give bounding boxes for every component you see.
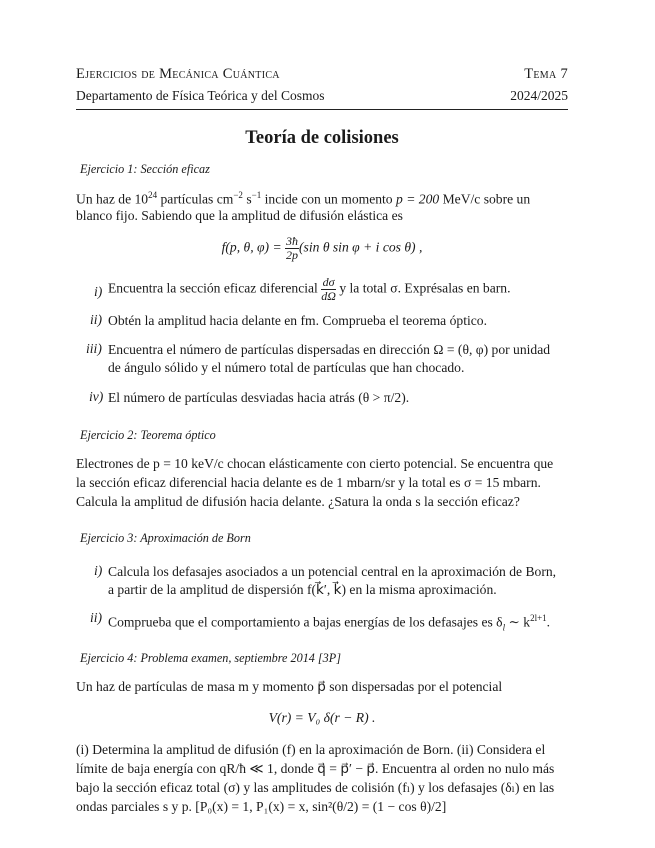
exercise-1-item-iii-line-1: Encuentra el número de partículas dispersadas en dirección Ω = (θ, φ) por unidad: [108, 342, 551, 357]
item-text: y la total σ. Exprésalas en barn.: [339, 280, 511, 296]
exercise-4-line-4: bajo la sección eficaz total (σ) y las amplitudes de colisión (fₗ) y los defasajes (δₗ) en las: [76, 780, 555, 795]
item-text: .: [546, 614, 551, 630]
exercise-1-item-iv: El número de partículas desviadas hacia atrás (θ > π/2).: [108, 390, 410, 405]
item-number: iv): [89, 389, 104, 404]
equation-denominator: 2p: [286, 248, 299, 262]
exercise-2-line-1: Electrones de p = 10 keV/c chocan elásticamente con cierto potencial. Se encuentra que: [76, 456, 554, 471]
exercise-3-item-i-line-2: a partir de la amplitud de dispersión f(k⃗′, k⃗) en la misma aproximación.: [108, 582, 497, 597]
intro-text: Un haz de 10: [76, 191, 149, 207]
exercise-4-heading: Ejercicio 4: Problema examen, septiembre 2014 [3P]: [80, 651, 341, 665]
exercise-3-item-ii: [108, 609, 568, 638]
item-text: Encuentra la sección eficaz diferencial: [108, 280, 318, 296]
equation-fraction: [285, 235, 299, 262]
header-rule: [76, 109, 568, 110]
department-label: Departamento de Física Teórica y del Cosmos: [76, 88, 325, 103]
item-fraction: [321, 276, 336, 303]
item-number: ii): [90, 610, 103, 625]
equation-rhs: (sin θ sin φ + i cos θ) ,: [299, 239, 423, 255]
item-text: ∼ k: [505, 614, 531, 630]
exercise-3-item-i-line-1: Calcula los defasajes asociados a un potencial central en la aproximación de Born,: [108, 564, 557, 579]
exercise-1-item-i: [108, 276, 568, 303]
exercise-1-item-ii: Obtén la amplitud hacia delante en fm. Comprueba el teorema óptico.: [108, 313, 487, 328]
equation-lhs: f(p, θ, φ) =: [221, 239, 282, 255]
exercise-4-line-2: (i) Determina la amplitud de difusión (f) en la aproximación de Born. (ii) Considera el: [76, 742, 546, 757]
intro-text: MeV/c sobre un: [439, 191, 531, 207]
exercise-3-heading: Ejercicio 3: Aproximación de Born: [80, 531, 251, 545]
equation-numerator: 3ħ: [286, 234, 299, 248]
item-text: Comprueba que el comportamiento a bajas energías de los defasajes es δ: [108, 614, 503, 630]
intro-text: partículas cm: [157, 191, 234, 207]
exercise-2-line-2: la sección eficaz diferencial hacia delante es de 1 mbarn/sr y la total es σ = 15 mbarn.: [76, 475, 541, 490]
exercise-4-equation: V(r) = V₀ δ(r − R) .: [268, 710, 376, 725]
item-number: i): [94, 284, 103, 299]
fraction-denominator: dΩ: [321, 289, 336, 303]
exercise-2-line-3: Calcula la amplitud de difusión hacia delante. ¿Satura la onda s la sección eficaz?: [76, 494, 520, 509]
fraction-numerator: dσ: [322, 275, 335, 289]
item-number: ii): [90, 312, 103, 327]
item-subscript: l: [502, 622, 506, 633]
intro-momentum: p = 200: [396, 191, 440, 207]
item-exponent: 2l+1: [530, 613, 547, 623]
exercise-4-line-3: límite de baja energía con qR/ħ ≪ 1, donde q⃗ = p⃗′ − p⃗. Encuentra al orden no nulo más: [76, 761, 555, 776]
exercise-1-heading: Ejercicio 1: Sección eficaz: [80, 162, 210, 176]
item-number: i): [94, 563, 103, 578]
item-number: iii): [86, 341, 102, 356]
intro-exponent: 24: [148, 190, 158, 200]
exercise-2-heading: Ejercicio 2: Teorema óptico: [80, 428, 216, 442]
exercise-1-item-iii-line-2: de ángulo sólido y el número total de partículas que han chocado.: [108, 360, 465, 375]
exercise-4-line-5: ondas parciales s y p. [P₀(x) = 1, P₁(x) = x, sin²(θ/2) = (1 − cos θ)/2]: [76, 799, 447, 814]
page-title: Teoría de colisiones: [245, 128, 399, 148]
intro-text: s: [242, 191, 252, 207]
academic-year: 2024/2025: [510, 88, 568, 103]
intro-text: incide con un momento: [261, 191, 396, 207]
exercise-4-line-1: Un haz de partículas de masa m y momento p⃗ son dispersadas por el potencial: [76, 679, 503, 694]
exercise-1-equation: [76, 235, 568, 262]
topic-label: Tema 7: [524, 66, 568, 82]
exercise-1-intro-line-1: Un haz de $10^{24}$ partículas $cm^{-2}$ $s^{-1}$ incide con un momento p = 200 MeV/c sobre un: [76, 190, 531, 207]
course-title: Ejercicios de Mecánica Cuántica: [76, 66, 280, 82]
exercise-1-intro-line-2: blanco fijo. Sabiendo que la amplitud de difusión elástica es: [76, 208, 403, 223]
